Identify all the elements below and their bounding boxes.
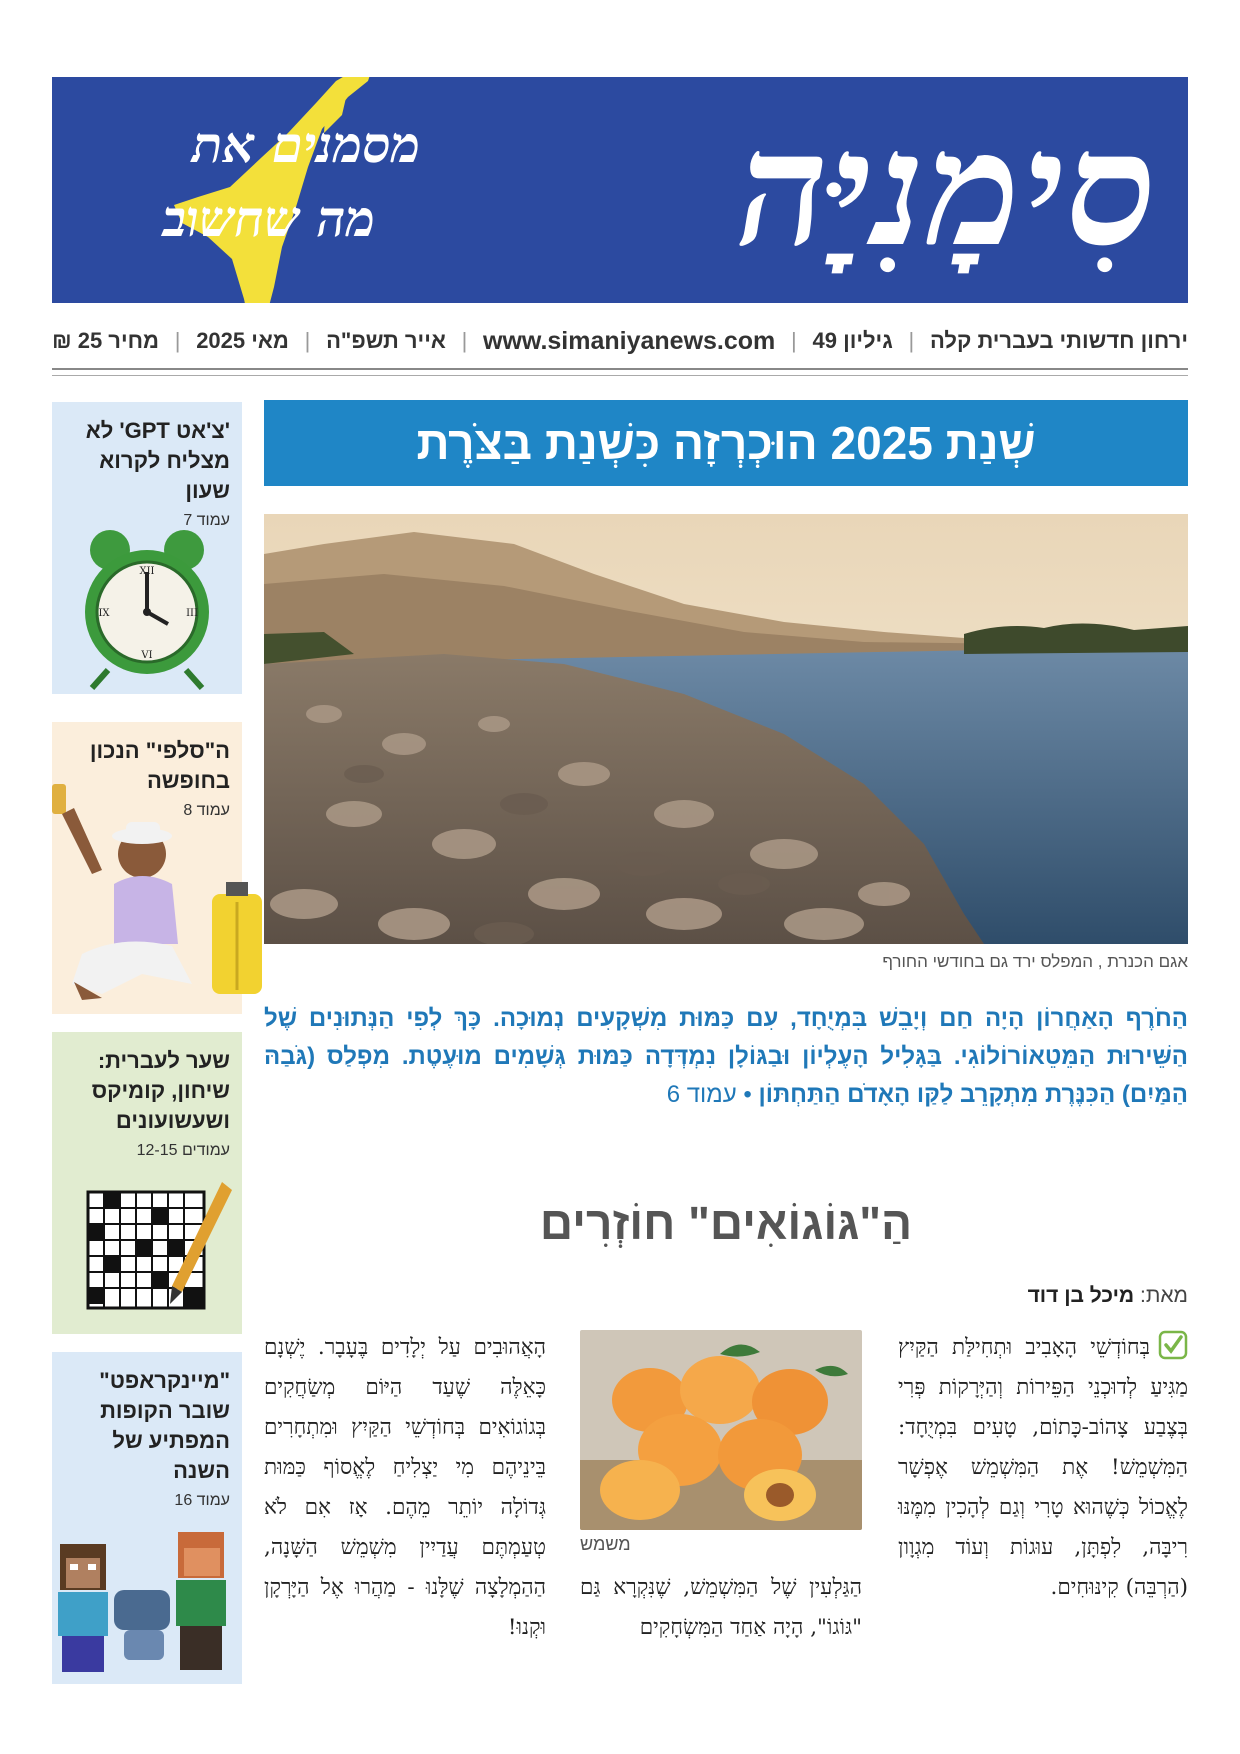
main-headline: שְׁנַת 2025 הוּכְרְזָה כִּשְׁנַת בַּצֹּרֶת	[416, 417, 1036, 469]
masthead	[52, 77, 1188, 303]
svg-text:XII: XII	[139, 566, 155, 577]
price: מחיר 25 ₪	[52, 328, 159, 353]
photo-caption: אגם הכנרת , המפלס ירד גם בחודשי החורף	[882, 952, 1188, 971]
description: ירחון חדשותי בעברית קלה	[929, 328, 1188, 353]
byline-author: מיכל בן דוד	[1027, 1284, 1135, 1307]
column-text: בְּחוֹדְשֵׁי הָאָבִיב וּתְחִילַּת הַקַּיִץ מַגִּיעַ לְדוּכְנֵי הַפֵּירוֹת וְהַיְּרָקוֹת פְּרִי בְּצֶבַע צָהוֹב-כָּתוֹם, טָעִים בִּמְיֻחָד: הַמִּשְׁמֵשׁ! אֶת הַמִּשְׁמֵשׁ אֶפְשָׁר לֶאֱכוֹל כְּשֶׁהוּא טָרִי וְגַם לְהָכִין מִמֶּנּוּ רִיבָּה, לִפְתָּן, עוּגוֹת וְעוֹד מִגְוָון (הַרְבֵּה) קִינּוּחִים.	[898, 1335, 1188, 1600]
apricot-photo	[580, 1330, 862, 1530]
sidebar-item-selfie[interactable]	[52, 722, 242, 1014]
newspaper-title: סִימָנִיָּה	[737, 97, 1158, 282]
sidebar-item-page: עמוד 16	[174, 1492, 230, 1509]
sidebar-item-page: עמודים 12-15	[136, 1142, 230, 1159]
sidebar-item-page: עמוד 8	[183, 802, 230, 819]
sidebar-item-title: 'צ'אט GPT' לא מצליח לקרוא שעון	[85, 418, 230, 503]
sidebar-item-title: "מיינקראפט" שובר הקופות המפתיע של השנה	[99, 1368, 230, 1483]
checkbox-check-icon	[1158, 1330, 1188, 1360]
alarm-clock-icon	[52, 520, 242, 690]
lead-text: הַחֹרֶף הָאַחֲרוֹן הָיָה חַם וְיָבֵשׁ בִּמְיֻחָד, עִם כַּמּוּת מִשְׁקָעִים נְמוּכָה. כָּךְ לְפִי הַנְּתוּנִים שֶׁל הַשֵּׁירוּת הַמֵּטֵאוֹרוֹלוֹגִי. בַּגָּלִיל הָעֶלְיוֹן וּבַגּוֹלָן נִמְדְּדָה כַּמּוּת גְּשָׁמִים מוּעֶטֶת. מִפְלַס (גֹּבַהּ הַמַּיִם) הַכִּנֶּרֶת מִתְקָרֵב לַקַּו הָאָדֹם הַתַּחְתּוֹן	[264, 1005, 1188, 1108]
issue-date: מאי 2025	[196, 328, 289, 353]
svg-text:IX: IX	[98, 608, 110, 619]
slogan-line-1: מסמנים את	[192, 115, 421, 174]
crossword-icon	[52, 1182, 242, 1332]
minecraft-figures-icon	[42, 1524, 242, 1684]
svg-text:III: III	[186, 608, 198, 619]
lead-paragraph	[264, 1000, 1188, 1114]
sidebar-item-title: שער לעברית: שיחון, קומיקס ושעשועונים	[91, 1048, 230, 1133]
sidebar-item-title: ה"סלפי" הנכון בחופשה	[89, 738, 230, 793]
byline-prefix: מאת:	[1140, 1284, 1188, 1307]
slogan-line-2: מה שחשוב	[162, 189, 376, 248]
article-headline: הַ"גּוֹגוֹאִים" חוֹזְרִים	[539, 1197, 913, 1249]
article-column-left: הָאֲהוּבִים עַל יְלָדִים בֶּעָבָר. יֶשְׁנָם כָּאֵלֶּה שֶׁעַד הַיּוֹם מְשַׂחֲקִים בְּגוֹגוֹאִים בְּחוֹדְשֵׁי הַקַּיִץ וּמִתְחָרִים בֵּינֵיהֶם מִי יַצְלִיחַ לֶאֱסוֹף כַּמּוּת גְּדוֹלָה יוֹתֵר מֵהֶם. אָז אִם לֹא טְעַמְתֶּם עֲדַיִין מִשְׁמֵשׁ הַשָּׁנָה, הַהַמְלָצָה שֶׁלָּנוּ - מַהֲרוּ אֶל הַיָּרְקָן וּקְנוּ!	[264, 1335, 546, 1640]
issue-info-bar: ירחון חדשותי בעברית קלה | גיליון 49 | www.simaniyanews.com | אייר תשפ"ה | מאי 2025 | מחיר 25 ₪	[52, 326, 1188, 355]
website-link[interactable]: www.simaniyanews.com	[483, 326, 776, 355]
issue-number: גיליון 49	[812, 328, 893, 353]
sidebar-item-page: עמוד 7	[183, 512, 230, 529]
divider	[52, 375, 1188, 376]
article-column-right	[898, 1328, 1188, 1608]
kinneret-photo	[264, 514, 1188, 944]
selfie-tourist-icon	[22, 784, 262, 1004]
svg-text:VI: VI	[141, 650, 153, 661]
apricot-caption: משמש	[580, 1534, 631, 1554]
sidebar-item-chatgpt-clock[interactable]	[52, 402, 242, 694]
divider	[52, 368, 1188, 370]
sidebar-item-minecraft[interactable]	[52, 1352, 242, 1684]
hebrew-date: אייר תשפ"ה	[326, 328, 446, 353]
byline	[264, 1284, 1188, 1308]
page-reference[interactable]: • עמוד 6	[666, 1081, 752, 1108]
sidebar-item-hebrew-gate[interactable]	[52, 1032, 242, 1334]
article-column-middle: הַגַּלְעִין שֶׁל הַמִּשְׁמֵשׁ, שֶׁנִּקְרָא גַּם "גּוֹגוֹ", הָיָה אַחַד הַמִּשְׂחָקִים	[580, 1575, 862, 1640]
main-headline-banner	[264, 400, 1188, 486]
